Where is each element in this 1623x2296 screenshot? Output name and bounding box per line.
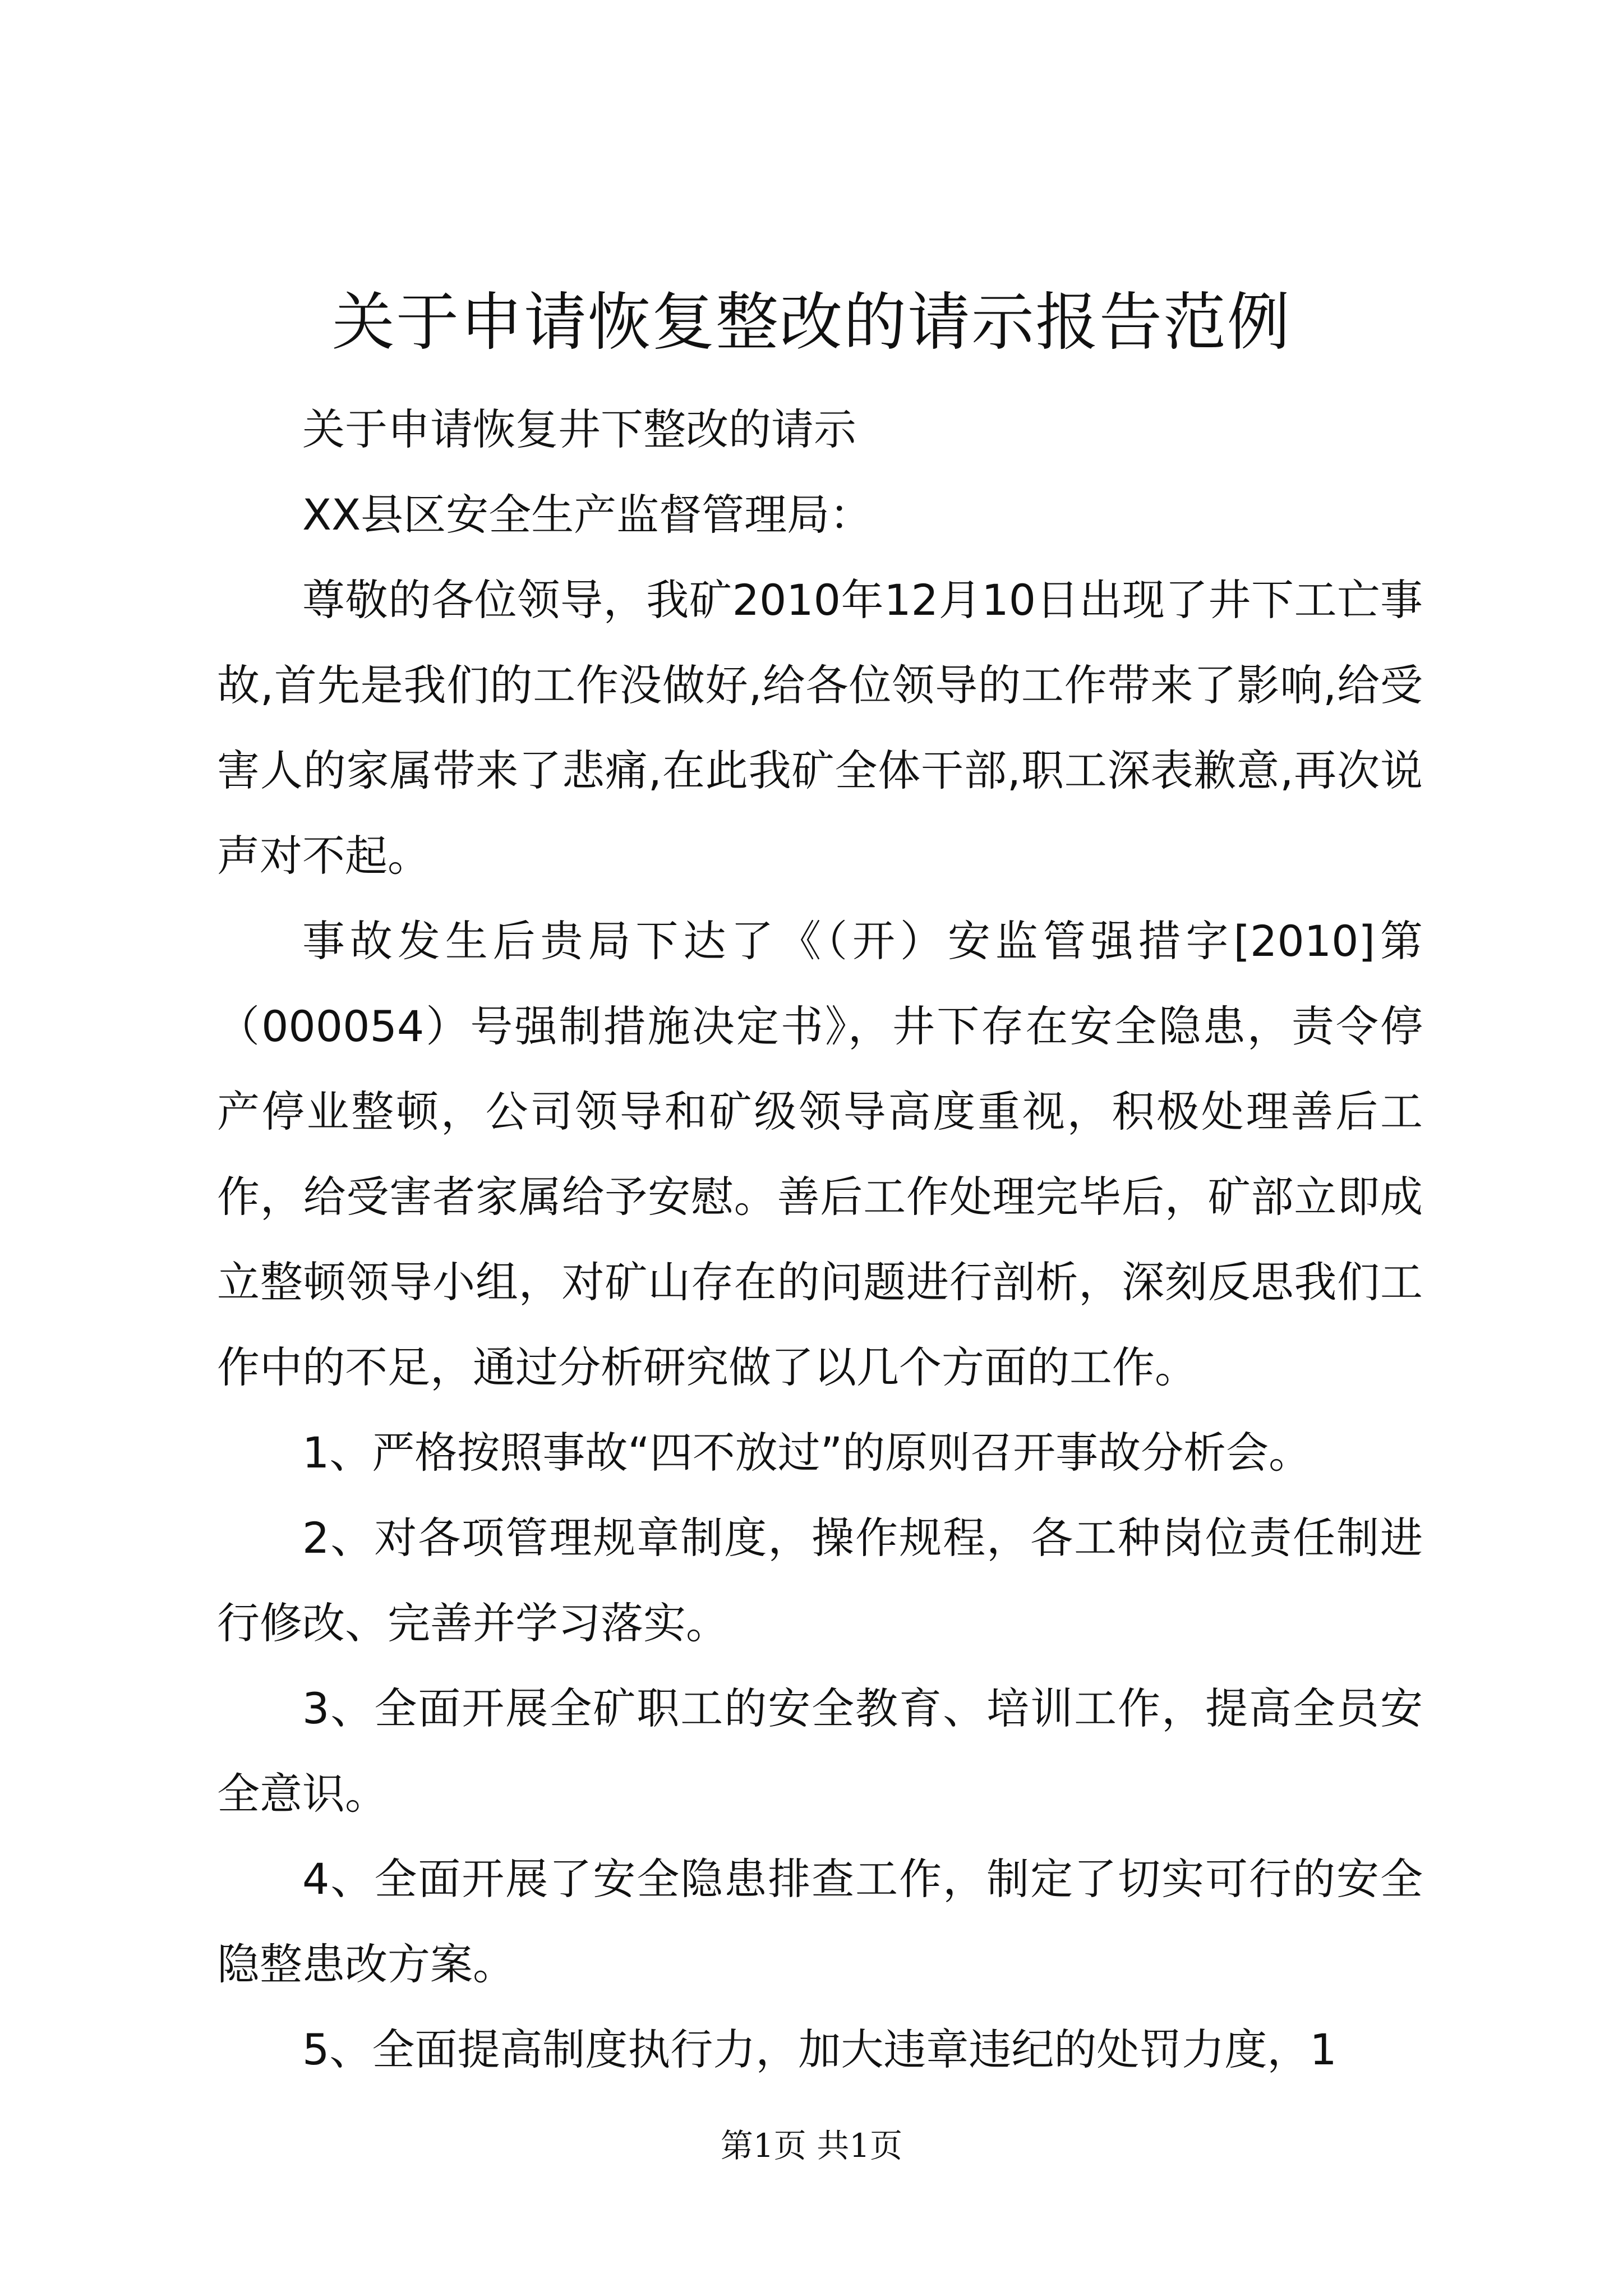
recipient-line: XX县区安全生产监督管理局： xyxy=(302,490,873,540)
list-item-1: 1、严格按照事故“四不放过”的原则召开事故分析会。 xyxy=(302,1428,1312,1478)
paragraph-apology: 尊敬的各位领导，我矿2010年12月10日出现了井下工亡事故,首先是我们的工作没做好,给各位领导的工作带来了影响,给受害人的家属带来了悲痛,在此我矿全体干部,职工深表歉意,再次说声对不起。 xyxy=(217,575,1423,881)
list-item-3: 3、全面开展全矿职工的安全教育、培训工作，提高全员安全意识。 xyxy=(217,1683,1423,1819)
list-item-4: 4、全面开展了安全隐患排查工作，制定了切实可行的安全隐整患改方案。 xyxy=(217,1854,1423,1989)
list-item-5: 5、全面提高制度执行力，加大违章违纪的处罚力度，1 xyxy=(302,2024,1337,2074)
paragraph-rectification: 事故发生后贵局下达了《（开）安监管强措字[2010]第（000054）号强制措施决定书》，井下存在安全隐患，责令停产停业整顿，公司领导和矿级领导高度重视，积极处理善后工作，给受害者家属给予安慰。善后工作处理完毕后，矿部立即成立整顿领导小组，对矿山存在的问题进行剖析，深刻反思我们工作中的不足，通过分析研究做了以几个方面的工作。 xyxy=(217,916,1423,1392)
subject-line: 关于申请恢复井下整改的请示 xyxy=(302,404,856,454)
page-footer: 第1页 共1页 xyxy=(720,2127,903,2165)
list-item-2: 2、对各项管理规章制度，操作规程，各工种岗位责任制进行修改、完善并学习落实。 xyxy=(217,1513,1423,1648)
document-body xyxy=(217,387,1423,2092)
document-title: 关于申请恢复整改的请示报告范例 xyxy=(332,286,1291,359)
